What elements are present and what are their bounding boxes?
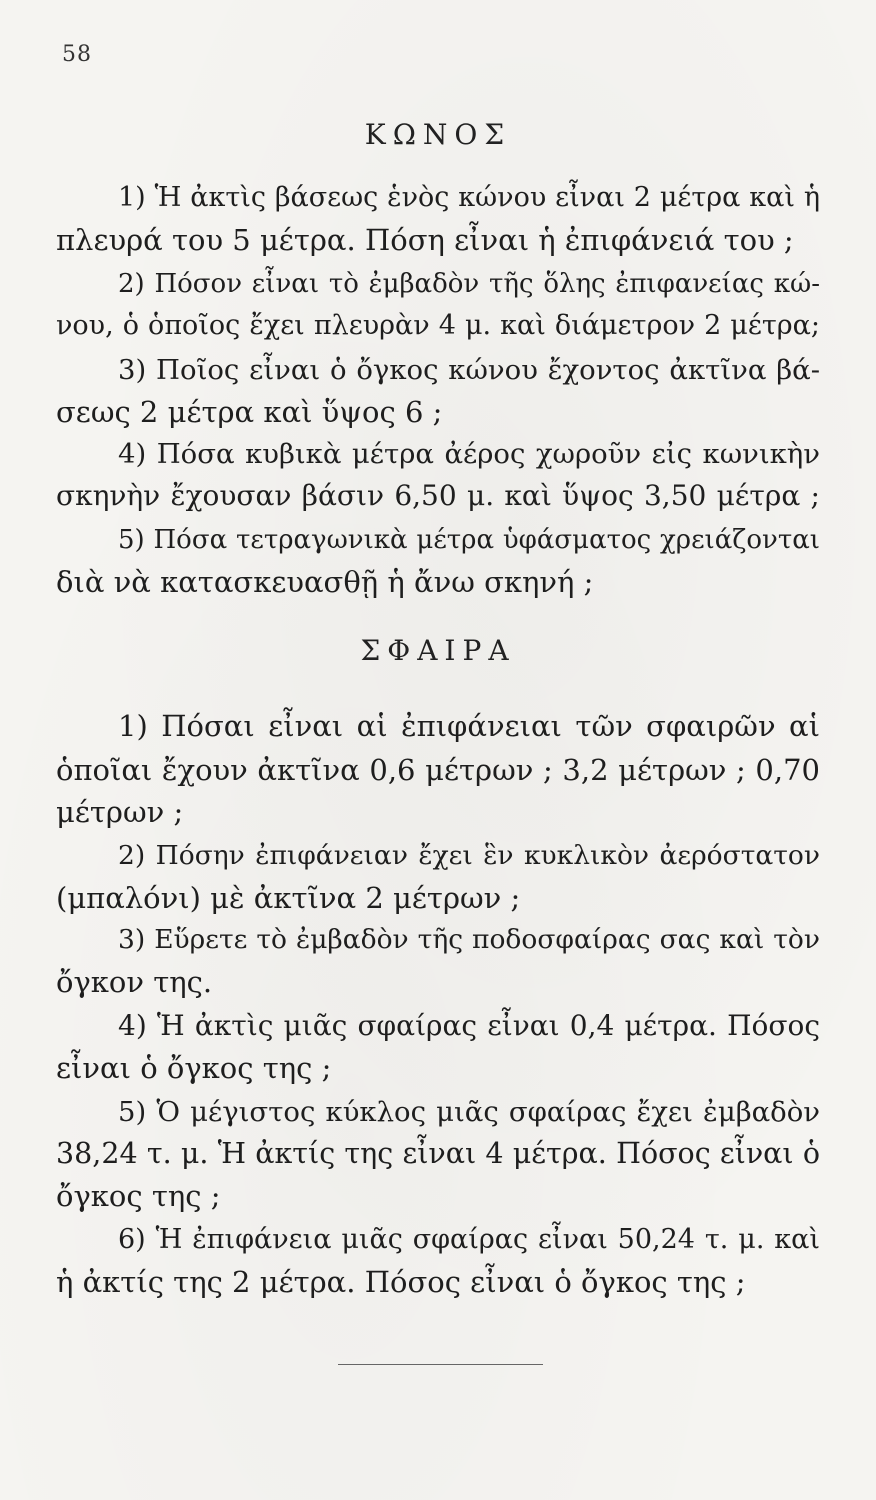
sphere-exercise-4-line-2: εἶναι ὁ ὄγκος της ; [56,1051,332,1085]
section-title-cone: ΚΩΝΟΣ [364,118,512,151]
sphere-exercise-5-line-3: ὄγκος της ; [56,1179,221,1213]
sphere-exercise-1-line-3: μέτρων ; [56,795,184,829]
cone-exercise-2-line-1: 2) Πόσον εἶναι τὸ ἐμβαδὸν τῆς ὅλης ἐπιφανείας κώ- [118,269,820,299]
cone-exercise-3-line-1: 3) Ποῖος εἶναι ὁ ὄγκος κώνου ἔχοντος ἀκτῖνα βά- [118,354,820,386]
cone-exercise-4-line-2: σκηνὴν ἔχουσαν βάσιν 6,50 μ. καὶ ὕψος 3,50 μέτρα ; [56,479,820,512]
end-rule-divider [338,1364,543,1365]
sphere-exercise-6-line-2: ἡ ἀκτίς της 2 μέτρα. Πόσος εἶναι ὁ ὄγκος της ; [56,1265,746,1299]
sphere-exercise-5-line-1: 5) Ὁ μέγιστος κύκλος μιᾶς σφαίρας ἔχει ἐμβαδὸν [118,1096,820,1128]
sphere-exercise-3-line-2: ὄγκον της. [56,965,213,999]
cone-exercise-2-line-2: νου, ὁ ὁποῖος ἔχει πλευρὰν 4 μ. καὶ διάμετρον 2 μέτρα; [56,310,820,341]
sphere-exercise-5-line-2: 38,24 τ. μ. Ἡ ἀκτίς της εἶναι 4 μέτρα. Πόσος εἶναι ὁ [56,1137,820,1170]
sphere-exercise-2-line-2: (μπαλόνι) μὲ ἀκτῖνα 2 μέτρων ; [56,881,521,915]
cone-exercise-1-line-2: πλευρά του 5 μέτρα. Πόση εἶναι ἡ ἐπιφάνειά του ; [56,223,794,257]
page-number: 58 [62,42,92,67]
section-title-sphere: ΣΦΑΙΡΑ [360,634,516,667]
cone-exercise-5-line-2: διὰ νὰ κατασκευασθῇ ἡ ἄνω σκηνή ; [56,565,594,599]
sphere-exercise-4-line-1: 4) Ἡ ἀκτὶς μιᾶς σφαίρας εἶναι 0,4 μέτρα. Πόσος [118,1009,820,1042]
sphere-exercise-1-line-2: ὁποῖαι ἔχουν ἀκτῖνα 0,6 μέτρων ; 3,2 μέτρων ; 0,70 [56,753,820,787]
cone-exercise-1-line-1: 1) Ἡ ἀκτὶς βάσεως ἑνὸς κώνου εἶναι 2 μέτρα καὶ ἡ [118,182,820,213]
cone-exercise-3-line-2: σεως 2 μέτρα καὶ ὕψος 6 ; [56,395,443,429]
cone-exercise-5-line-1: 5) Πόσα τετραγωνικὰ μέτρα ὑφάσματος χρειάζονται [118,525,820,555]
sphere-exercise-3-line-1: 3) Εὕρετε τὸ ἐμβαδὸν τῆς ποδοσφαίρας σας καὶ τὸν [118,924,820,955]
sphere-exercise-6-line-1: 6) Ἡ ἐπιφάνεια μιᾶς σφαίρας εἶναι 50,24 τ. μ. καὶ [118,1224,820,1255]
sphere-exercise-1-line-1: 1) Πόσαι εἶναι αἱ ἐπιφάνειαι τῶν σφαιρῶν αἱ [118,709,820,743]
cone-exercise-4-line-1: 4) Πόσα κυβικὰ μέτρα ἀέρος χωροῦν εἰς κωνικὴν [118,438,820,470]
sphere-exercise-2-line-1: 2) Πόσην ἐπιφάνειαν ἔχει ἓν κυκλικὸν ἀερόστατον [118,840,820,871]
